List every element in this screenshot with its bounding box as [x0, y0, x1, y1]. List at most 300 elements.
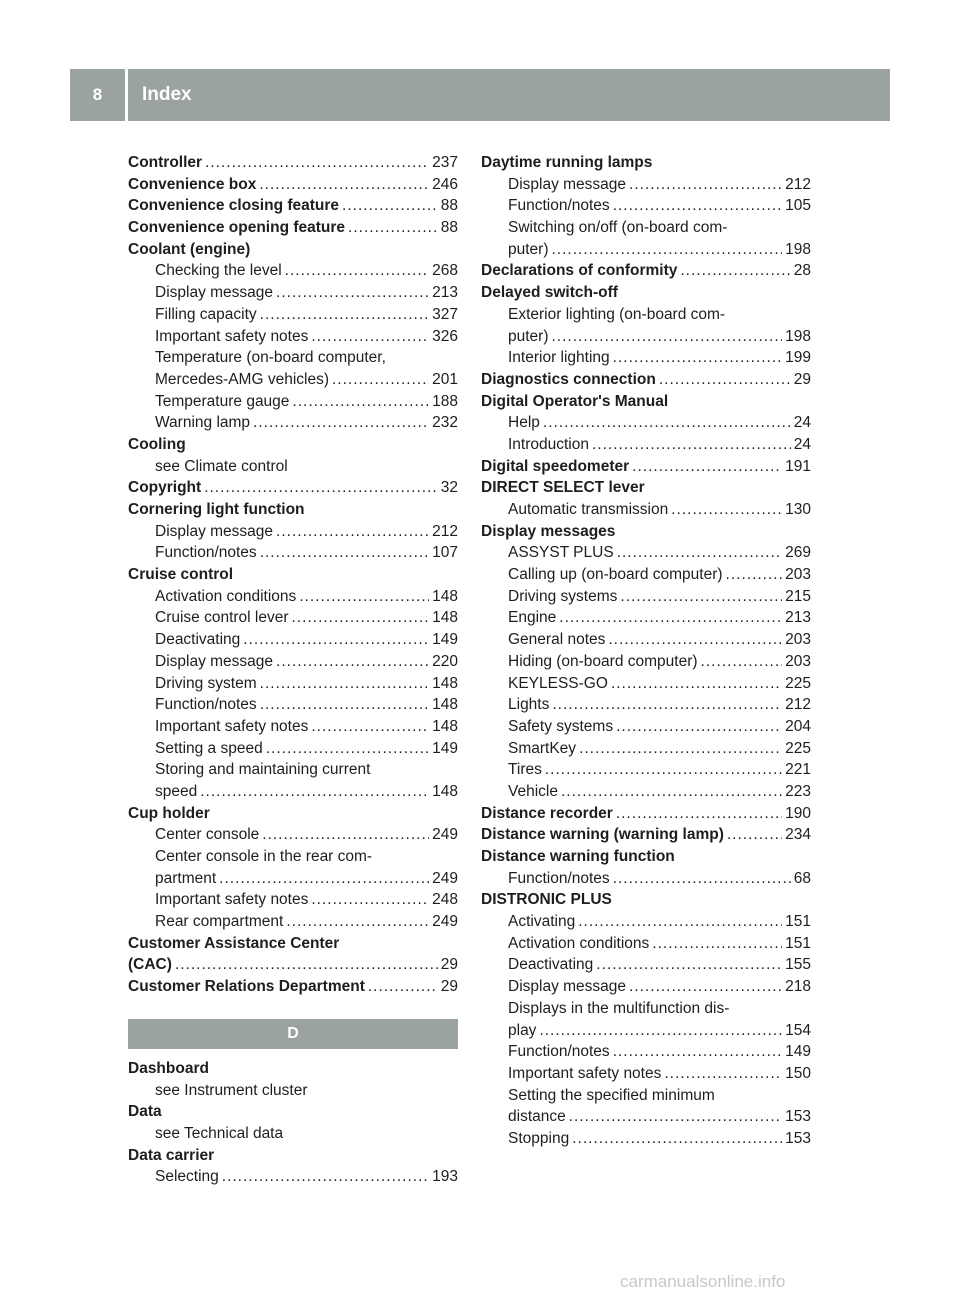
entry-page-number: 148: [432, 782, 458, 800]
index-entry: [128, 239, 458, 261]
entry-page-number: 249: [432, 913, 458, 931]
index-subentry: [128, 260, 458, 282]
dot-leader: [561, 781, 782, 803]
index-subentry: [128, 586, 458, 608]
entry-label: Convenience opening feature: [128, 219, 346, 237]
index-entry: [128, 174, 458, 196]
entry-page-number: 201: [432, 370, 458, 388]
dot-leader: [579, 738, 782, 760]
index-subentry: [481, 607, 811, 629]
index-subentry: [128, 304, 458, 326]
index-subentry: [481, 347, 811, 369]
index-subentry: [481, 1085, 811, 1107]
entry-page-number: 29: [440, 978, 458, 996]
index-subentry: [128, 1123, 458, 1145]
entry-label: Distance warning function: [481, 848, 675, 865]
entry-label: Function/notes: [508, 1043, 610, 1061]
dot-leader: [348, 217, 438, 239]
entry-label: see Instrument cluster: [155, 1081, 308, 1099]
entry-page-number: 88: [440, 219, 458, 237]
entry-label: Deactivating: [508, 956, 594, 974]
dot-leader: [332, 369, 429, 391]
index-subentry: [481, 586, 811, 608]
index-entry: [481, 846, 811, 868]
entry-label: Exterior lighting (on-board com-: [508, 305, 726, 323]
entry-label: Stopping: [508, 1129, 570, 1147]
entry-label: Data carrier: [128, 1146, 215, 1164]
dot-leader: [592, 434, 791, 456]
page-header: [70, 69, 890, 121]
watermark: carmanualsonline.info: [620, 1272, 786, 1291]
entry-page-number: 149: [785, 1043, 811, 1061]
index-subentry: [481, 673, 811, 695]
entry-label: Daytime running lamps: [481, 154, 653, 171]
dot-leader: [260, 542, 429, 564]
entry-label: Important safety notes: [155, 717, 309, 735]
index-subentry: [481, 564, 811, 586]
entry-label: Customer Assistance Center: [128, 934, 340, 952]
dot-leader: [613, 1041, 782, 1063]
entry-label: Temperature (on-board computer,: [155, 349, 386, 367]
index-entry: [128, 1058, 458, 1080]
dot-leader: [726, 564, 783, 586]
index-entry: [481, 521, 811, 543]
dot-leader: [286, 911, 429, 933]
page-number: 8: [92, 85, 103, 104]
entry-label: Activation conditions: [508, 934, 650, 952]
index-subentry: [128, 326, 458, 348]
index-entry: [128, 976, 458, 998]
entry-label: Display message: [155, 652, 274, 670]
index-entry: [481, 824, 811, 846]
index-entry: [128, 1145, 458, 1167]
dot-leader: [259, 174, 429, 196]
index-subentry: [481, 195, 811, 217]
entry-page-number: 248: [432, 891, 458, 909]
dot-leader: [616, 716, 782, 738]
index-subentry: [481, 1128, 811, 1150]
index-subentry: [481, 998, 811, 1020]
index-entry: [481, 152, 811, 174]
entry-label: Mercedes-AMG vehicles): [155, 370, 329, 388]
entry-label: Function/notes: [155, 696, 257, 714]
entry-label: puter): [508, 327, 549, 345]
index-entry: [481, 282, 811, 304]
index-subentry: [128, 456, 458, 478]
dot-leader: [559, 607, 782, 629]
index-column-right: [481, 152, 811, 1150]
dot-leader: [342, 195, 438, 217]
dot-leader: [578, 911, 782, 933]
entry-label: Vehicle: [508, 782, 558, 800]
entry-label: Displays in the multifunction dis-: [508, 999, 730, 1017]
entry-label: Storing and maintaining current: [155, 761, 371, 779]
entry-page-number: 155: [785, 956, 811, 974]
entry-label: Coolant (engine): [128, 240, 251, 258]
entry-page-number: 198: [785, 327, 811, 345]
dot-leader: [701, 651, 783, 673]
index-entry: [128, 434, 458, 456]
dot-leader: [727, 824, 782, 846]
entry-page-number: 188: [432, 392, 458, 410]
entry-label: Engine: [508, 609, 557, 627]
entry-page-number: 153: [785, 1108, 811, 1126]
entry-page-number: 218: [785, 978, 811, 996]
entry-label: Hiding (on-board computer): [508, 652, 698, 670]
entry-label: Center console: [155, 826, 260, 844]
entry-label: Filling capacity: [155, 305, 257, 323]
entry-page-number: 204: [785, 717, 811, 735]
dot-leader: [613, 868, 791, 890]
entry-label: Display message: [508, 175, 627, 193]
dot-leader: [299, 586, 429, 608]
entry-page-number: 249: [432, 869, 458, 887]
entry-page-number: 246: [432, 175, 458, 193]
entry-page-number: 68: [793, 869, 811, 887]
dot-leader: [629, 174, 782, 196]
dot-leader: [260, 694, 429, 716]
entry-label: Lights: [508, 696, 550, 714]
entry-page-number: 212: [785, 696, 811, 714]
entry-label: Driving system: [155, 674, 257, 692]
entry-label: Checking the level: [155, 262, 282, 280]
index-subentry: [481, 651, 811, 673]
dot-leader: [253, 412, 429, 434]
index-subentry: [128, 868, 458, 890]
index-entry: [128, 1101, 458, 1123]
entry-page-number: 234: [785, 826, 811, 844]
entry-page-number: 327: [432, 305, 458, 323]
entry-page-number: 223: [785, 782, 811, 800]
index-subentry: [481, 933, 811, 955]
index-subentry: [481, 434, 811, 456]
entry-label: see Climate control: [155, 457, 288, 475]
index-entry: [481, 456, 811, 478]
entry-label: Data: [128, 1103, 162, 1121]
index-subentry: [481, 412, 811, 434]
entry-label: Help: [508, 414, 540, 432]
entry-label: Delayed switch-off: [481, 284, 618, 302]
entry-label: Digital Operator's Manual: [481, 392, 669, 410]
entry-page-number: 154: [785, 1021, 811, 1039]
entry-label: speed: [155, 782, 198, 800]
entry-label: Copyright: [128, 479, 202, 497]
index-subentry: [481, 911, 811, 933]
index-subentry: [128, 759, 458, 781]
dot-leader: [204, 477, 438, 499]
index-entry: [128, 933, 458, 955]
entry-page-number: 215: [785, 587, 811, 605]
index-subentry: [128, 738, 458, 760]
dot-leader: [613, 195, 782, 217]
index-entry: [481, 889, 811, 911]
entry-page-number: 221: [785, 761, 811, 779]
index-subentry: [128, 521, 458, 543]
entry-label: Safety systems: [508, 717, 614, 735]
entry-label: Center console in the rear com-: [155, 848, 373, 865]
dot-leader: [222, 1166, 429, 1188]
entry-page-number: 198: [785, 240, 811, 258]
entry-label: Cruise control lever: [155, 609, 289, 627]
section-header-d: D: [128, 1019, 458, 1049]
entry-page-number: 105: [785, 197, 811, 215]
index-subentry: [481, 976, 811, 998]
entry-page-number: 213: [785, 609, 811, 627]
dot-leader: [552, 694, 782, 716]
dot-leader: [613, 347, 782, 369]
dot-leader: [219, 868, 429, 890]
entry-label: Rear compartment: [155, 913, 284, 931]
entry-label: Display message: [155, 522, 274, 540]
entry-page-number: 130: [785, 501, 811, 518]
entry-label: play: [508, 1021, 537, 1039]
entry-page-number: 269: [785, 544, 811, 562]
index-subentry: [481, 304, 811, 326]
entry-page-number: 24: [793, 414, 811, 432]
dot-leader: [260, 304, 429, 326]
dot-leader: [632, 456, 782, 478]
index-subentry: [481, 759, 811, 781]
index-subentry: [481, 738, 811, 760]
dot-leader: [292, 607, 430, 629]
entry-page-number: 148: [432, 609, 458, 627]
entry-page-number: 220: [432, 652, 458, 670]
entry-page-number: 149: [432, 631, 458, 649]
entry-page-number: 107: [432, 544, 458, 562]
index-subentry: [481, 1106, 811, 1128]
index-subentry: [481, 217, 811, 239]
entry-page-number: 148: [432, 674, 458, 692]
entry-page-number: 29: [440, 956, 458, 974]
dot-leader: [652, 933, 782, 955]
dot-leader: [552, 326, 783, 348]
dot-leader: [569, 1106, 782, 1128]
entry-page-number: 191: [785, 457, 811, 475]
entry-label: Diagnostics connection: [481, 370, 656, 388]
dot-leader: [175, 954, 438, 976]
entry-page-number: 203: [785, 566, 811, 584]
dot-leader: [629, 976, 782, 998]
entry-label: Function/notes: [508, 197, 610, 215]
dot-leader: [545, 759, 782, 781]
entry-label: Deactivating: [155, 631, 241, 649]
dot-leader: [617, 542, 782, 564]
index-subentry: [481, 868, 811, 890]
entry-label: Driving systems: [508, 587, 618, 605]
entry-label: Display messages: [481, 522, 616, 540]
index-subentry: [128, 889, 458, 911]
entry-page-number: 249: [432, 826, 458, 844]
entry-label: Important safety notes: [155, 891, 309, 909]
dot-leader: [260, 673, 429, 695]
entry-label: Convenience box: [128, 175, 257, 193]
entry-label: Display message: [155, 284, 274, 302]
entry-label: Convenience closing feature: [128, 197, 340, 215]
entry-label: Function/notes: [155, 544, 257, 562]
entry-label: Distance recorder: [481, 804, 613, 822]
dot-leader: [664, 1063, 782, 1085]
index-subentry: [128, 716, 458, 738]
entry-page-number: 153: [785, 1129, 811, 1147]
index-subentry: [128, 629, 458, 651]
entry-label: Switching on/off (on-board com-: [508, 219, 728, 237]
entry-label: Tires: [508, 761, 542, 779]
entry-page-number: 199: [785, 349, 811, 367]
dot-leader: [292, 391, 429, 413]
entry-page-number: 148: [432, 696, 458, 714]
entry-page-number: 193: [432, 1168, 458, 1186]
page-title: Index: [142, 84, 192, 105]
entry-label: Function/notes: [508, 869, 610, 887]
index-entry: [481, 803, 811, 825]
entry-page-number: 212: [432, 522, 458, 540]
entry-label: Interior lighting: [508, 349, 610, 367]
index-subentry: [481, 629, 811, 651]
index-subentry: [128, 651, 458, 673]
entry-label: Warning lamp: [155, 414, 251, 432]
index-entry: [128, 195, 458, 217]
index-entry: [128, 954, 458, 976]
index-subentry: [481, 1041, 811, 1063]
dot-leader: [276, 282, 429, 304]
entry-page-number: 268: [432, 262, 458, 280]
entry-label: Important safety notes: [155, 327, 309, 345]
dot-leader: [680, 260, 790, 282]
entry-label: Declarations of conformity: [481, 262, 678, 280]
dot-leader: [671, 499, 782, 521]
index-subentry: [128, 391, 458, 413]
entry-page-number: 24: [793, 435, 811, 453]
index-subentry: [481, 326, 811, 348]
dot-leader: [659, 369, 791, 391]
dot-leader: [611, 673, 782, 695]
index-subentry: [128, 369, 458, 391]
index-entry: [481, 260, 811, 282]
entry-label: DISTRONIC PLUS: [481, 891, 612, 909]
entry-label: see Technical data: [155, 1124, 284, 1142]
index-subentry: [481, 954, 811, 976]
entry-label: Cup holder: [128, 804, 210, 822]
entry-label: partment: [155, 869, 217, 887]
dot-leader: [285, 260, 429, 282]
entry-page-number: 151: [785, 913, 811, 931]
entry-page-number: 213: [432, 284, 458, 302]
index-subentry: [481, 781, 811, 803]
entry-page-number: 32: [440, 479, 458, 497]
entry-label: distance: [508, 1108, 566, 1126]
dot-leader: [243, 629, 429, 651]
entry-label: Cooling: [128, 435, 186, 453]
index-entry: [128, 564, 458, 586]
entry-label: DIRECT SELECT lever: [481, 479, 645, 497]
dot-leader: [620, 586, 782, 608]
dot-leader: [552, 239, 783, 261]
entry-label: Display message: [508, 978, 627, 996]
dot-leader: [616, 803, 782, 825]
entry-label: KEYLESS-GO: [508, 674, 608, 692]
entry-label: Distance warning (warning lamp): [481, 826, 724, 844]
index-column-left: [128, 152, 458, 1188]
dot-leader: [608, 629, 782, 651]
index-entry: [128, 477, 458, 499]
dot-leader: [596, 954, 782, 976]
entry-label: Cruise control: [128, 566, 234, 584]
index-entry: [481, 477, 811, 499]
dot-leader: [311, 716, 429, 738]
entry-page-number: 326: [432, 327, 458, 345]
entry-label: SmartKey: [508, 739, 577, 757]
index-entry: [128, 217, 458, 239]
entry-label: (CAC): [128, 956, 172, 974]
entry-page-number: 212: [785, 175, 811, 193]
index-subentry: [128, 542, 458, 564]
index-subentry: [128, 1166, 458, 1188]
index-subentry: [128, 846, 458, 868]
entry-page-number: 88: [440, 197, 458, 215]
index-subentry: [128, 282, 458, 304]
entry-page-number: 190: [785, 804, 811, 822]
dot-leader: [266, 738, 429, 760]
entry-page-number: 232: [432, 414, 458, 432]
entry-label: Setting a speed: [155, 739, 263, 757]
dot-leader: [262, 824, 429, 846]
index-entry: [128, 499, 458, 521]
entry-label: puter): [508, 240, 549, 258]
dot-leader: [368, 976, 438, 998]
dot-leader: [539, 1020, 782, 1042]
entry-label: ASSYST PLUS: [508, 544, 614, 562]
entry-page-number: 29: [793, 370, 811, 388]
index-subentry: [481, 1020, 811, 1042]
index-subentry: [128, 694, 458, 716]
entry-page-number: 148: [432, 717, 458, 735]
entry-page-number: 149: [432, 739, 458, 757]
index-subentry: [481, 716, 811, 738]
entry-label: Selecting: [155, 1168, 219, 1186]
entry-label: Automatic transmission: [508, 501, 669, 518]
entry-page-number: 151: [785, 934, 811, 952]
index-subentry: [128, 607, 458, 629]
entry-label: Controller: [128, 154, 203, 171]
entry-page-number: 203: [785, 652, 811, 670]
entry-label: Customer Relations Department: [128, 978, 365, 996]
entry-label: Activating: [508, 913, 576, 931]
dot-leader: [543, 412, 791, 434]
index-subentry: [128, 781, 458, 803]
index-subentry: [481, 239, 811, 261]
entry-page-number: 148: [432, 587, 458, 605]
index-entries-c: [128, 152, 458, 998]
index-subentry: [128, 347, 458, 369]
entry-label: Important safety notes: [508, 1064, 662, 1082]
entry-label: Cornering light function: [128, 501, 305, 518]
index-subentry: [481, 1063, 811, 1085]
index-subentry: [481, 542, 811, 564]
entry-label: Activation conditions: [155, 587, 297, 605]
index-subentry: [128, 824, 458, 846]
index-subentry: [128, 673, 458, 695]
entry-label: Calling up (on-board computer): [508, 566, 723, 584]
index-subentry: [128, 412, 458, 434]
index-entry: [481, 369, 811, 391]
index-entry: [128, 152, 458, 174]
index-subentry: [481, 694, 811, 716]
header-divider: [125, 69, 128, 121]
dot-leader: [200, 781, 429, 803]
entry-label: Digital speedometer: [481, 457, 630, 475]
index-subentry: [481, 499, 811, 521]
entry-page-number: 150: [785, 1064, 811, 1082]
